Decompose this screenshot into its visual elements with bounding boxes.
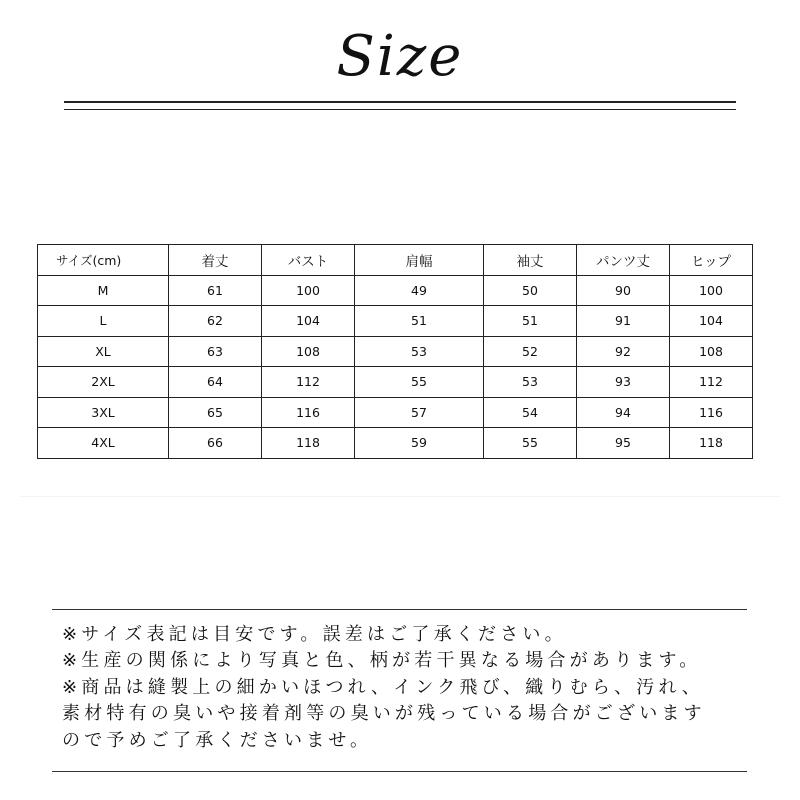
notes-bottom-divider	[52, 771, 747, 772]
table-row	[38, 428, 753, 459]
note-line: ※商品は縫製上の細かいほつれ、インク飛び、織りむら、汚れ、	[62, 676, 704, 698]
header-length: 着丈	[169, 245, 262, 276]
notes-block	[62, 622, 752, 754]
note-line: ※生産の関係により写真と色、柄が若干異なる場合があります。	[62, 650, 702, 672]
table-cell: 51	[484, 306, 577, 337]
table-row	[38, 367, 753, 398]
table-cell: 118	[262, 428, 355, 459]
faint-divider	[20, 496, 780, 497]
header-bust: バスト	[262, 245, 355, 276]
table-header-row	[38, 245, 753, 276]
table-cell: 54	[484, 397, 577, 428]
table-cell: 92	[577, 336, 670, 367]
table-row	[38, 397, 753, 428]
table-cell: 90	[577, 275, 670, 306]
table-cell: 104	[262, 306, 355, 337]
table-cell: 4XL	[38, 428, 169, 459]
table-cell: 66	[169, 428, 262, 459]
table-cell: 100	[670, 275, 753, 306]
table-cell: 116	[670, 397, 753, 428]
table-cell: 108	[670, 336, 753, 367]
note-line: ※サイズ表記は目安です。誤差はご了承ください。	[62, 624, 567, 645]
table-row	[38, 275, 753, 306]
table-cell: 104	[670, 306, 753, 337]
table-cell: 65	[169, 397, 262, 428]
table-cell: 57	[355, 397, 484, 428]
table-cell: 91	[577, 306, 670, 337]
header-hip: ヒップ	[670, 245, 753, 276]
note-line: 素材特有の臭いや接着剤等の臭いが残っている場合がございます	[62, 703, 706, 725]
table-cell: 59	[355, 428, 484, 459]
table-cell: 53	[484, 367, 577, 398]
title-divider-thick	[64, 101, 736, 103]
header-pants-length: パンツ丈	[577, 245, 670, 276]
table-cell: 112	[262, 367, 355, 398]
table-cell: 95	[577, 428, 670, 459]
table-cell: 94	[577, 397, 670, 428]
table-cell: 55	[355, 367, 484, 398]
page-title: Size	[336, 24, 464, 89]
table-cell: XL	[38, 336, 169, 367]
header-sleeve: 袖丈	[484, 245, 577, 276]
table-cell: 64	[169, 367, 262, 398]
table-cell: M	[38, 275, 169, 306]
table-cell: 116	[262, 397, 355, 428]
table-cell: 63	[169, 336, 262, 367]
table-cell: 52	[484, 336, 577, 367]
header-size: サイズ(cm)	[38, 245, 169, 276]
table-row	[38, 336, 753, 367]
title-divider-thin	[64, 109, 736, 110]
table-cell: 93	[577, 367, 670, 398]
table-cell: 112	[670, 367, 753, 398]
note-line: ので予めご了承くださいませ。	[62, 729, 373, 751]
notes-top-divider	[52, 609, 747, 610]
size-table	[37, 244, 753, 459]
table-cell: 49	[355, 275, 484, 306]
table-cell: 55	[484, 428, 577, 459]
table-cell: 100	[262, 275, 355, 306]
header-shoulder: 肩幅	[355, 245, 484, 276]
table-cell: 50	[484, 275, 577, 306]
table-cell: 62	[169, 306, 262, 337]
table-row	[38, 306, 753, 337]
table-cell: 61	[169, 275, 262, 306]
table-cell: 51	[355, 306, 484, 337]
table-cell: 53	[355, 336, 484, 367]
table-cell: 2XL	[38, 367, 169, 398]
table-cell: 108	[262, 336, 355, 367]
table-cell: 118	[670, 428, 753, 459]
table-cell: L	[38, 306, 169, 337]
table-cell: 3XL	[38, 397, 169, 428]
